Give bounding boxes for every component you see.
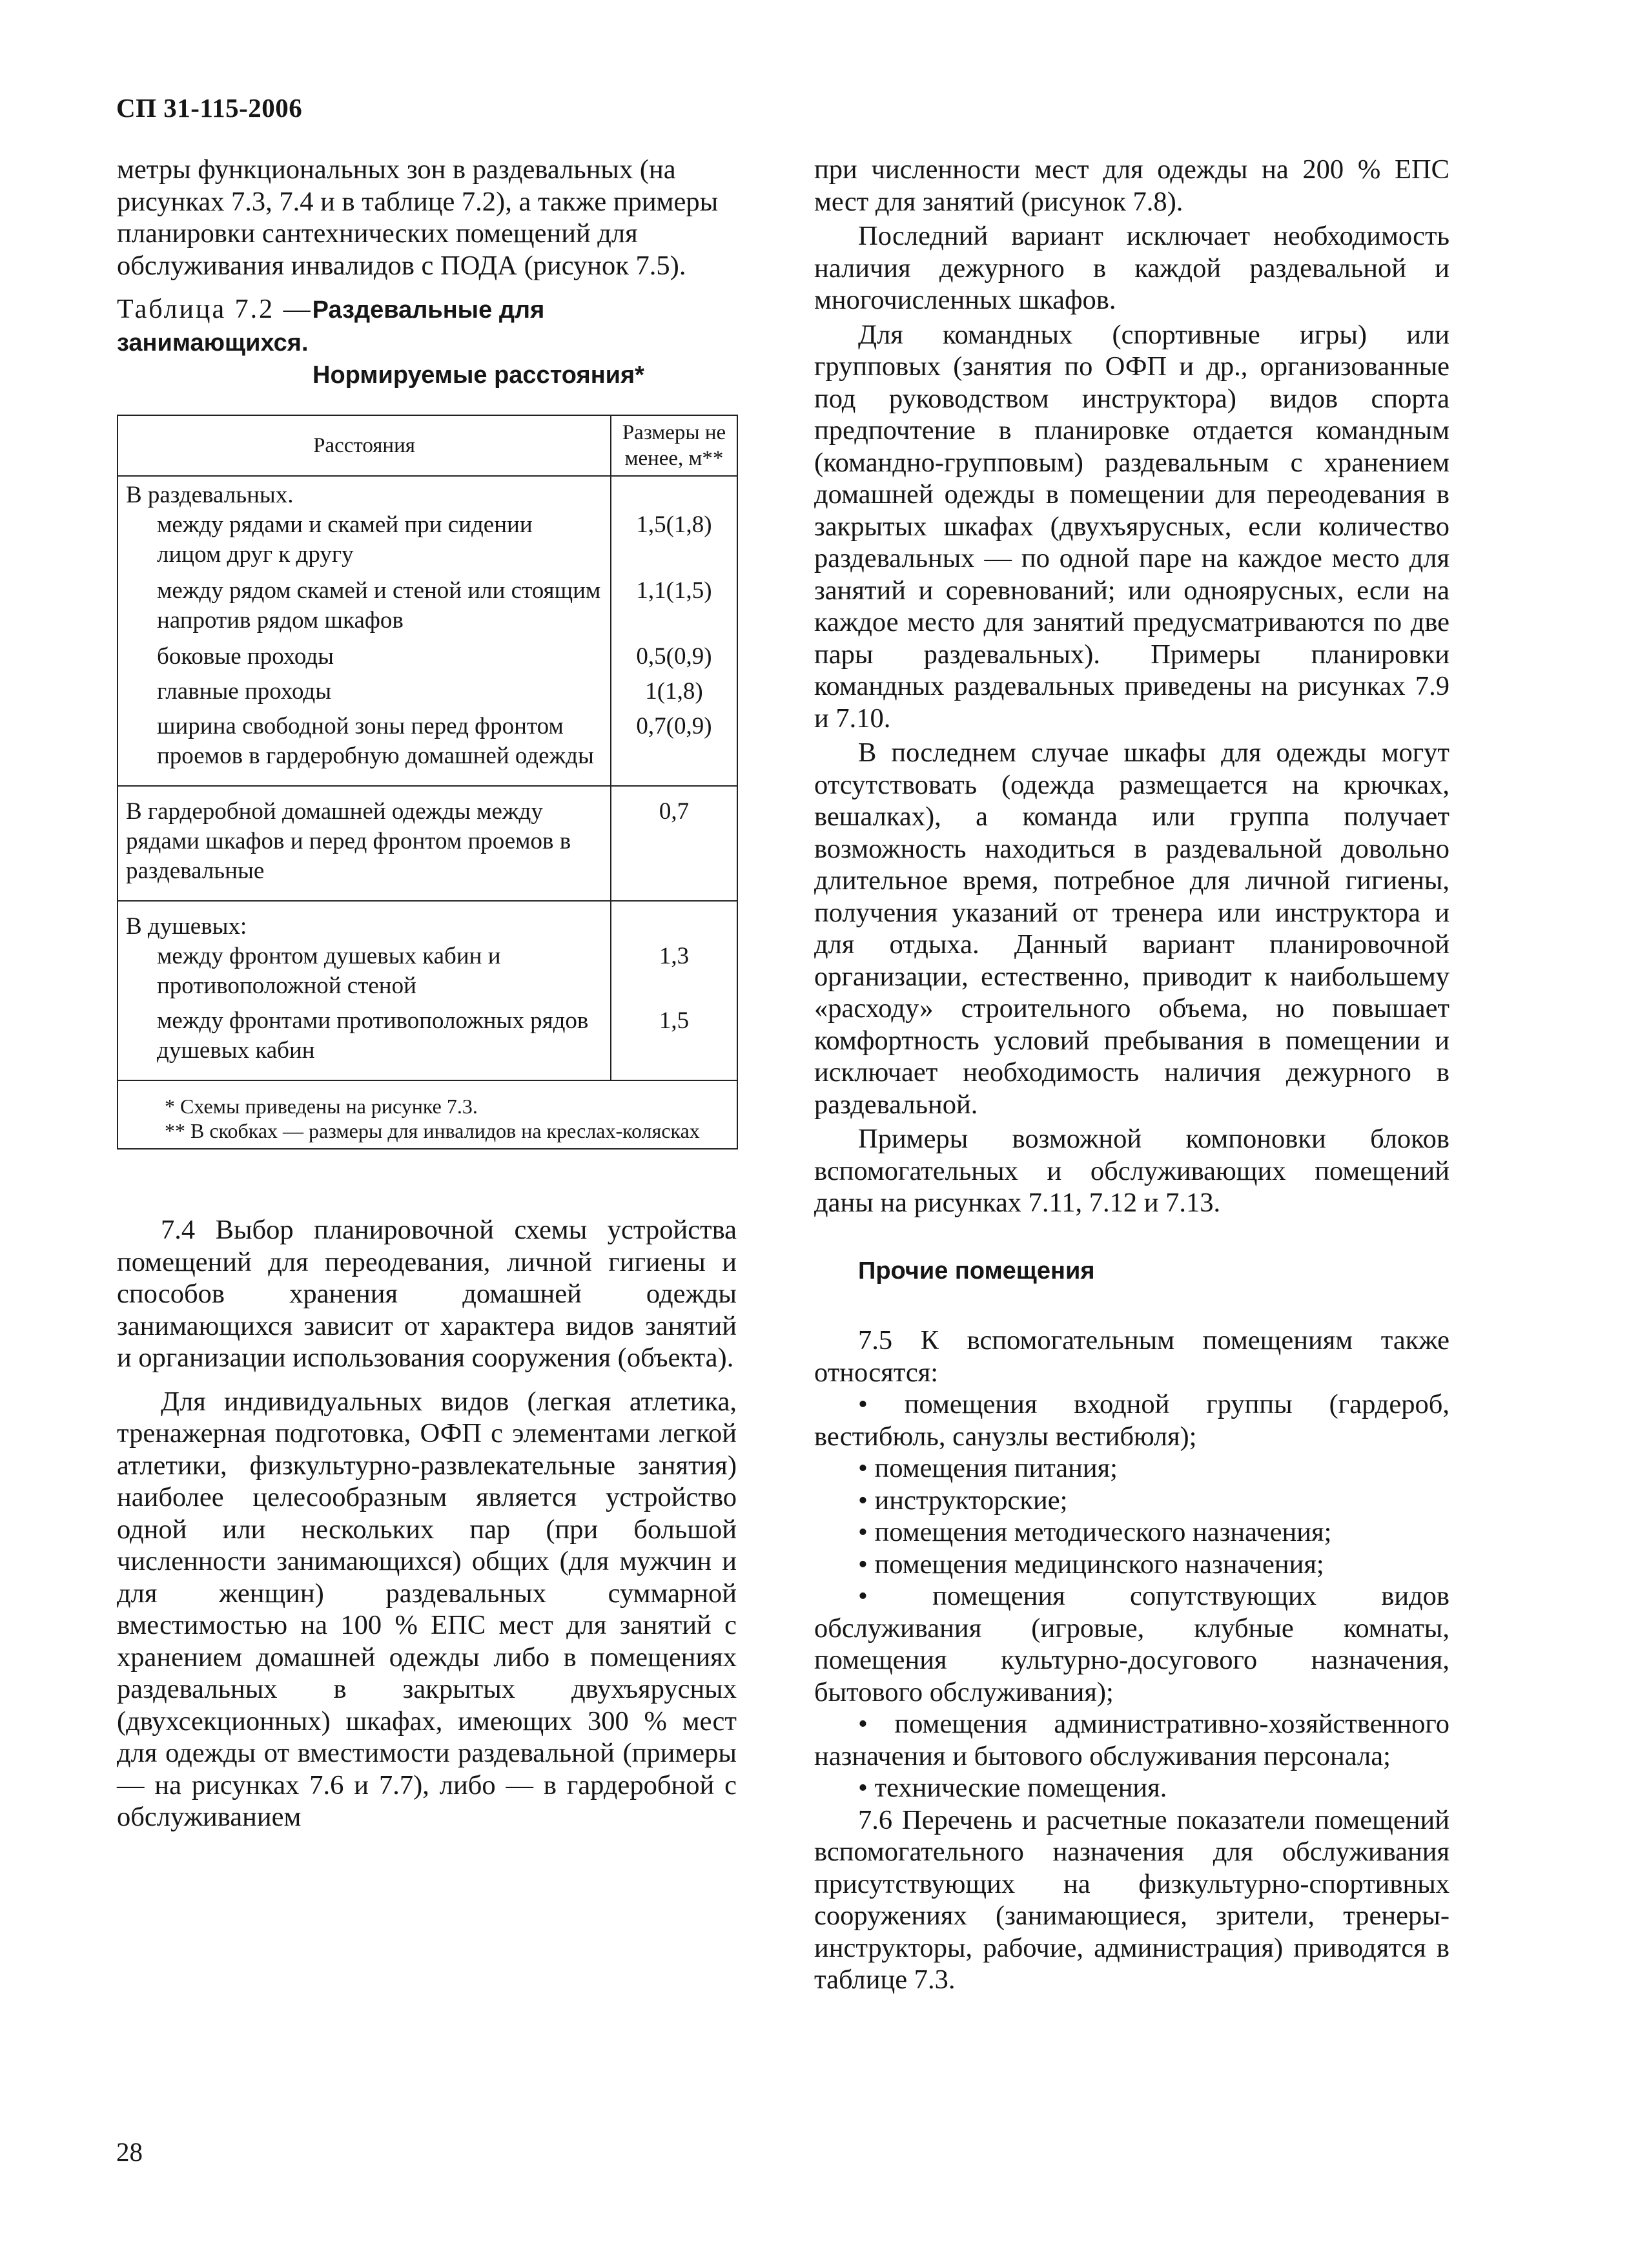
paragraph-intro: метры функциональных зон в раздевальных (на рисунках 7.3, 7.4 и в таблице 7.2), а также примеры планировки сантехнических помещений для обслуживания инвалидов с ПОДА (рисунок 7.5). (117, 154, 719, 281)
row-label: главные проходы (118, 672, 611, 706)
paragraph-team: Для командных (спортивные игры) или групповых (занятия по ОФП и др., организованные под руководством инструктора) видов спорта предпочтение в планировке отдается командным (командно-групповым) раздевальным с хранением домашней одежды в помещении для переодевания в закрытых шкафах (двухъярусных, если количество раздевальных — по одной паре на каждое место для занятий и соревнований; или одноярусных, если на каждое место для занятий предусматриваются по две пары раздевальных). Примеры планировки командных раздевальных приведены на рисунках 7.9 и 7.10. (814, 319, 1449, 734)
row-value: 1,3 (611, 942, 737, 1001)
list-item: • технические помещения. (858, 1773, 1167, 1803)
list-item: • инструкторские; (858, 1485, 1068, 1516)
row-label: В гардеробной домашней одежды между рядами шкафов и перед фронтом проемов в раздевальные (118, 786, 611, 901)
table-notes (118, 1080, 737, 1149)
left-column (117, 154, 737, 1833)
right-column (814, 154, 1449, 1996)
row-value: 1(1,8) (611, 672, 737, 706)
table-row (118, 570, 737, 635)
row-value: 1,5 (611, 1001, 737, 1080)
section-heading: Прочие помещения (858, 1257, 1095, 1284)
table-title-line2: Нормируемые расстояния* (312, 362, 644, 389)
table-label: Таблица 7.2 — (117, 294, 312, 324)
paragraph-7-4: 7.4 Выбор планировочной схемы устройства помещений для переодевания, личной гигиены и способов хранения домашней одежды занимающихся зависит от характера видов занятий и организации использования сооружения (объекта). (117, 1215, 737, 1373)
paragraph-individual: Для индивидуальных видов (легкая атлетика, тренажерная подготовка, ОФП с элементами легкой атлетики, физкультурно-развлекательные занятия) наиболее целесообразным является устройство одной или нескольких пар (при большой численности занимающихся) общих (для мужчин и для женщин) раздевальных суммарной вместимостью на 100 % ЕПС мест для занятий с хранением домашней одежды либо в помещениях раздевальных в закрытых двухъярусных (двухсекционных) шкафах, имеющих 300 % мест для одежды от вместимости раздевальной (примеры — на рисунках 7.6 и 7.7), либо — в гардеробной с обслуживанием (117, 1386, 737, 1832)
table-row (118, 510, 737, 570)
page-number: 28 (116, 2137, 143, 2167)
header-distances: Расстояния (118, 415, 611, 476)
empty-cell (611, 476, 737, 510)
row-label: между рядом скамей и стеной или стоящим напротив рядом шкафов (118, 570, 611, 635)
list-item: • помещения питания; (858, 1453, 1118, 1483)
table-row (118, 672, 737, 706)
note-2: ** В скобках — размеры для инвалидов на креслах-колясках (165, 1119, 700, 1142)
table-row (118, 635, 737, 672)
row-value: 1,5(1,8) (611, 510, 737, 570)
section-title: В раздевальных. (118, 476, 611, 510)
row-label: между фронтами противоположных рядов душевых кабин (118, 1001, 611, 1080)
paragraph-last-variant: Последний вариант исключает необходимость наличия дежурного в каждой раздевальной и многочисленных шкафов. (814, 221, 1449, 315)
table-title-line1: Раздевальные для занимающихся. (117, 296, 545, 356)
list-item: • помещения методического назначения; (858, 1517, 1332, 1547)
row-value: 0,7 (611, 786, 737, 901)
list-item: • помещения сопутствующих видов обслуживания (игровые, клубные комнаты, помещения культурно-досугового назначения, бытового обслуживания); (814, 1581, 1449, 1707)
row-value: 1,1(1,5) (611, 570, 737, 635)
row-label: между фронтом душевых кабин и противоположной стеной (118, 942, 611, 1001)
table-header-row (118, 415, 737, 476)
list-item: • помещения входной группы (гардероб, вестибюль, санузлы вестибюля); (814, 1389, 1449, 1452)
section-title: В душевых: (118, 901, 611, 942)
header-sizes: Размеры не менее, м** (611, 415, 737, 476)
table-notes-row (118, 1080, 737, 1149)
empty-cell (611, 901, 737, 942)
table-row (118, 706, 737, 786)
distances-table (117, 415, 738, 1149)
row-value: 0,7(0,9) (611, 706, 737, 786)
paragraph-examples: Примеры возможной компоновки блоков вспомогательных и обслуживающих помещений даны на рисунках 7.11, 7.12 и 7.13. (814, 1124, 1449, 1218)
list-item: • помещения административно-хозяйственного назначения и бытового обслуживания персонала; (814, 1709, 1449, 1771)
paragraph-7-6: 7.6 Перечень и расчетные показатели помещений вспомогательного назначения для обслуживания присутствующих на физкультурно-спортивных сооружениях (занимающиеся, зрители, тренеры-инструкторы, рабочие, администрация) приводятся в таблице 7.3. (814, 1804, 1449, 1995)
row-value: 0,5(0,9) (611, 635, 737, 672)
row-label: ширина свободной зоны перед фронтом проемов в гардеробную домашней одежды (118, 706, 611, 786)
row-label: между рядами и скамей при сидении лицом друг к другу (118, 510, 611, 570)
paragraph-continuation: при численности мест для одежды на 200 % ЕПС мест для занятий (рисунок 7.8). (814, 154, 1449, 217)
paragraph-last-case: В последнем случае шкафы для одежды могут отсутствовать (одежда размещается на крючках, вешалках), а команда или группа получает возможность находиться в раздевальной довольно длительное время, потребное для личной гигиены, получения указаний от тренера или инструктора и для отдыха. Данный вариант планировочной организации, естественно, приводит к наибольшему «расходу» строительного объема, но повышает комфортность условий пребывания в помещении и исключает необходимость наличия дежурного в раздевальной. (814, 737, 1449, 1120)
table-caption (117, 293, 737, 391)
table-row (118, 1001, 737, 1080)
page-header: СП 31-115-2006 (116, 93, 303, 123)
table-row (118, 942, 737, 1001)
row-label: боковые проходы (118, 635, 611, 672)
list-item: • помещения медицинского назначения; (858, 1549, 1324, 1580)
paragraph-7-5: 7.5 К вспомогательным помещениям также относятся: (814, 1325, 1449, 1388)
table-row (118, 786, 737, 901)
note-1: * Схемы приведены на рисунке 7.3. (165, 1095, 478, 1118)
table-row (118, 476, 737, 510)
table-row (118, 901, 737, 942)
